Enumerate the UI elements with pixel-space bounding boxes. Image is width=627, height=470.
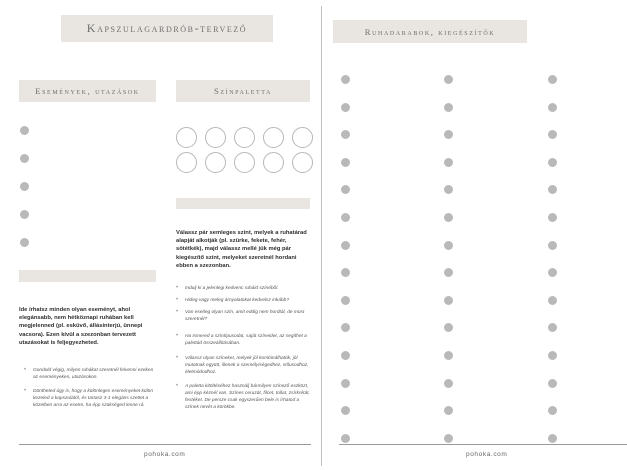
clothing-header: Ruhadarabok, kiegészítők xyxy=(364,26,496,37)
clothing-item-dot xyxy=(341,103,350,112)
clothing-item-dot xyxy=(341,379,350,388)
events-bullet: • Döntheted úgy is, hogy a különleges eseményeket külön kezeled a kapszulától, és tartasz 3-1 elegáns szettet a közelben arra az esetre, ha épp szükséged lenne rá. xyxy=(33,388,156,409)
clothing-item-dot xyxy=(341,75,350,84)
clothing-item-dot xyxy=(341,213,350,222)
events-notes-band xyxy=(19,270,156,282)
clothing-item-dot xyxy=(548,268,557,277)
clothing-item-dot xyxy=(444,406,453,415)
clothing-item-dot xyxy=(341,406,350,415)
clothing-item-dot xyxy=(548,213,557,222)
event-entry-dot xyxy=(20,126,29,135)
palette-header: Színpaletta xyxy=(213,86,272,96)
clothing-item-dot xyxy=(444,185,453,194)
clothing-item-dot xyxy=(341,434,350,443)
clothing-item-dot xyxy=(444,351,453,360)
clothing-item-dot xyxy=(548,406,557,415)
page-divider xyxy=(321,6,322,466)
palette-color-circle[interactable] xyxy=(205,152,226,173)
clothing-item-dot xyxy=(548,241,557,250)
events-bullet: • Gondold végig, milyen ruhákat szeretnél felvenni ezeken az eseményeken, utazásokon. xyxy=(33,367,156,381)
clothing-item-dot xyxy=(444,268,453,277)
left-footer-rule xyxy=(19,444,311,445)
right-footer-rule xyxy=(339,444,627,445)
clothing-item-dot xyxy=(444,75,453,84)
palette-notes-band xyxy=(176,198,310,209)
clothing-item-dot xyxy=(341,268,350,277)
palette-bullet: • Hideg vagy meleg árnyalatokat kedvelsz inkább? xyxy=(185,297,311,304)
palette-color-circle[interactable] xyxy=(234,127,255,148)
palette-bullet: • Ha ismered a színtípusodat, saját színeidet, az segíthet a palettád összeállításában. xyxy=(185,333,311,347)
palette-bullet: • Van esetleg olyan szín, amit eddig nem hordtál, de most szeretnél? xyxy=(185,309,311,323)
palette-color-circle[interactable] xyxy=(292,127,313,148)
event-entry-dot xyxy=(20,238,29,247)
palette-color-circle[interactable] xyxy=(263,127,284,148)
clothing-item-dot xyxy=(548,296,557,305)
palette-color-circle[interactable] xyxy=(176,152,197,173)
page-title-band xyxy=(61,15,273,42)
palette-description: Válassz pár semleges színt, melyek a ruhatárad alapját alkotják (pl. szürke, fekete, fehér, sötétkék), majd válassz mellé jük még pár kiegészítő színt, melyeket szeretnél hordani ebben a szezonban. xyxy=(176,230,307,269)
palette-bullet: • Válassz olyan színeket, melyek jól kombinálhatók, jól mutatnak együtt, illenek a személyiségedhez, stílusodhoz, életmódodhoz. xyxy=(185,355,311,376)
clothing-item-dot xyxy=(444,323,453,332)
clothing-item-dot xyxy=(444,103,453,112)
left-footer: pohoka.com xyxy=(144,451,186,458)
clothing-item-dot xyxy=(548,351,557,360)
palette-color-circle[interactable] xyxy=(205,127,226,148)
clothing-item-dot xyxy=(444,241,453,250)
palette-bullet: • A paletta kitöltéséhez használj bármilyen színező eszközt, ami épp kéznél van. Színes ceruzát, filcet, tollat, zsírkrétát, festéket. De persze csak egyszerűen bele is írhatod a színek nevét a körökbe. xyxy=(185,383,311,411)
events-header: Események, utazások xyxy=(35,86,140,96)
clothing-item-dot xyxy=(444,158,453,167)
clothing-header-band xyxy=(333,20,527,43)
clothing-item-dot xyxy=(341,185,350,194)
clothing-item-dot xyxy=(548,379,557,388)
right-footer: pohoka.com xyxy=(466,451,508,458)
event-entry-dot xyxy=(20,154,29,163)
clothing-item-dot xyxy=(548,185,557,194)
event-entry-dot xyxy=(20,210,29,219)
palette-header-band xyxy=(176,80,310,102)
clothing-item-dot xyxy=(444,296,453,305)
events-description: Ide írhatsz minden olyan eseményt, ahol elegánsabb, nem hétköznapi ruhában kell megjelenned (pl. esküvő, állásinterjú, ünnepi vacsora). Ezen kívül a szezonban tervezett utazásokat is feljegyezheted. xyxy=(19,307,143,346)
event-entry-dot xyxy=(20,182,29,191)
palette-color-circle[interactable] xyxy=(176,127,197,148)
clothing-item-dot xyxy=(548,130,557,139)
palette-color-circle[interactable] xyxy=(292,152,313,173)
clothing-item-dot xyxy=(548,434,557,443)
clothing-item-dot xyxy=(341,241,350,250)
clothing-item-dot xyxy=(341,130,350,139)
clothing-item-dot xyxy=(341,351,350,360)
clothing-item-dot xyxy=(341,323,350,332)
clothing-item-dot xyxy=(548,75,557,84)
page-title: Kapszulagardrób-tervező xyxy=(86,21,248,35)
clothing-item-dot xyxy=(444,434,453,443)
events-header-band xyxy=(19,80,156,102)
clothing-item-dot xyxy=(341,296,350,305)
clothing-item-dot xyxy=(444,130,453,139)
clothing-item-dot xyxy=(341,158,350,167)
palette-bullet: • Indulj ki a jelenlegi kedvenc ruháid színéből. xyxy=(185,285,311,292)
palette-color-circle[interactable] xyxy=(234,152,255,173)
clothing-item-dot xyxy=(548,103,557,112)
clothing-item-dot xyxy=(548,158,557,167)
clothing-item-dot xyxy=(444,213,453,222)
clothing-item-dot xyxy=(548,323,557,332)
palette-color-circle[interactable] xyxy=(263,152,284,173)
clothing-item-dot xyxy=(444,379,453,388)
